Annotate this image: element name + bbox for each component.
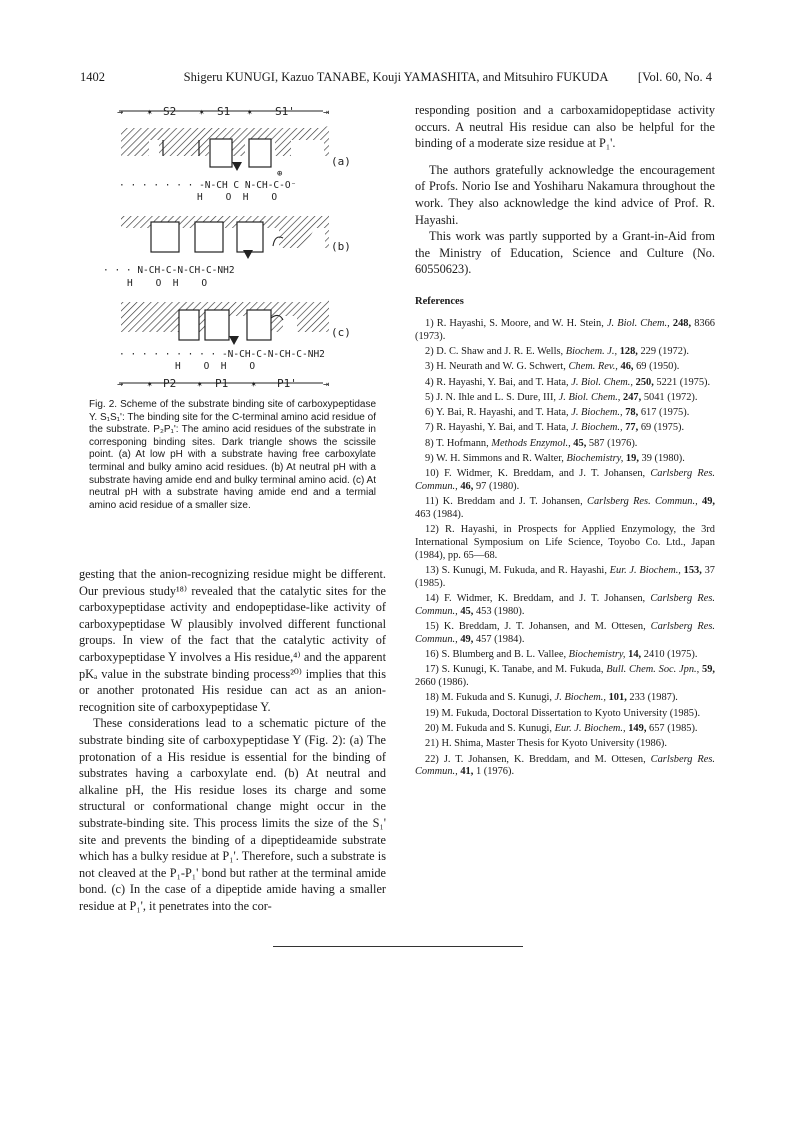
reference-journal: J. Biochem.,: [571, 422, 623, 434]
reference-item: [415, 649, 715, 662]
page-number: 1402: [80, 70, 105, 84]
reference-authors: M. Fukuda and S. Kunugi,: [441, 692, 553, 704]
svg-text:⇥: ⇥: [323, 107, 330, 118]
reference-number: 11): [425, 496, 439, 508]
reference-journal: Carlsberg Res. Commun.,: [415, 593, 715, 617]
reference-number: 12): [425, 524, 439, 536]
panel-b-label: (b): [331, 240, 351, 253]
reference-authors: H. Neurath and W. G. Schwert,: [436, 361, 566, 373]
reference-authors: M. Fukuda and S. Kunugi,: [441, 722, 553, 734]
reference-journal: J. Biochem.,: [554, 692, 606, 704]
site-labels-top: [117, 105, 329, 118]
reference-journal: Carlsberg Res. Commun.,: [415, 468, 715, 493]
svg-text:✶: ✶: [251, 380, 257, 390]
panel-b-chain: · · · N-CH-C-N-CH-C-NH2: [103, 265, 235, 276]
reference-item: [415, 496, 715, 521]
panel-c-sub: H O H O: [175, 361, 256, 372]
reference-number: 13): [425, 565, 439, 577]
reference-authors: H. Shima, Master Thesis for Kyoto University (1986).: [441, 738, 667, 750]
paragraph: responding position and a carboxamidopeptidase activity occurs. A neutral His residue can also be helpful for the binding of a moderate size residue at P₁'.: [415, 103, 715, 151]
reference-volume: 19,: [625, 453, 639, 465]
reference-item: [415, 524, 715, 562]
reference-number: 5): [425, 391, 434, 403]
label-S1: S1: [217, 105, 231, 118]
reference-authors: K. Breddam and J. T. Johansen,: [442, 496, 583, 508]
reference-authors: K. Breddam, J. T. Johansen, and M. Ottesen,: [443, 621, 646, 633]
caption-label: Fig. 2.: [89, 399, 118, 410]
reference-volume: 45,: [460, 605, 474, 617]
reference-volume: 41,: [460, 766, 474, 778]
reference-authors: J. N. Ihle and L. S. Dure, III,: [436, 391, 557, 403]
reference-authors: R. Hayashi, in Prospects for Applied Enzymology, the 3rd International Symposium on Life Science, Toyobo Co. Ltd., Japan (1984), pp. 65—68.: [415, 524, 715, 561]
reference-volume: 14,: [628, 649, 642, 661]
reference-pages: 5221 (1975).: [656, 376, 711, 388]
reference-number: 1): [425, 318, 434, 329]
svg-text:→: →: [117, 379, 124, 390]
reference-volume: 248,: [672, 318, 692, 329]
reference-number: 4): [425, 376, 434, 388]
caption-text: Scheme of the substrate binding site of carboxypeptidase Y. S₁S₁': The binding site for the C-terminal amino acid residue of the substrate. P₂P₁': The amino acid residues of the substrate in corresponing binding sites. Dark triangle shows the scissile point. (a) At low pH with a substrate having free carboxylate terminal and bulky amino acid residues. (b) At neutral pH with a substrate having amide end and bulky terminal amino acid. (c) At neutral pH with a substrate having amide end and a termial amino acid residue of a smaller size.: [89, 399, 376, 511]
reference-pages: 453 (1980).: [475, 605, 525, 617]
reference-pages: 5041 (1972).: [643, 391, 698, 403]
reference-journal: Carlsberg Res. Commun.,: [415, 621, 715, 645]
figure-2-scheme: [79, 98, 389, 398]
reference-item: [415, 453, 715, 466]
reference-pages: 37 (1985).: [415, 565, 715, 589]
label-S1-prime: S1': [275, 105, 295, 118]
label-P2: P2: [163, 377, 177, 390]
reference-journal: Biochemistry,: [568, 649, 626, 661]
reference-item: [415, 593, 715, 618]
reference-item: [415, 708, 715, 721]
reference-pages: 69 (1950).: [636, 361, 680, 373]
reference-pages: 1 (1976).: [475, 766, 515, 778]
panel-c: [119, 300, 351, 372]
panel-c-label: (c): [331, 326, 351, 339]
reference-authors: Y. Bai, R. Hayashi, and T. Hata,: [435, 407, 569, 419]
reference-pages: 97 (1980).: [475, 481, 520, 493]
reference-number: 6): [425, 407, 434, 419]
reference-authors: D. C. Shaw and J. R. E. Wells,: [436, 346, 564, 357]
reference-journal: J. Biol. Chem.,: [606, 318, 670, 329]
references-heading: References: [415, 296, 464, 307]
reference-volume: 49,: [702, 496, 715, 508]
reference-number: 9): [425, 453, 434, 465]
right-column: [415, 102, 715, 278]
reference-journal: J. Biol. Chem.,: [571, 376, 634, 388]
reference-pages: 2660 (1986).: [415, 677, 469, 689]
figure-caption: [89, 399, 376, 512]
reference-number: 7): [425, 422, 434, 434]
running-title: Shigeru KUNUGI, Kazuo TANABE, Kouji YAMASHITA, and Mitsuhiro FUKUDA: [183, 70, 609, 84]
reference-volume: 153,: [683, 565, 702, 577]
reference-pages: 463 (1984).: [415, 509, 464, 521]
reference-authors: M. Fukuda, Doctoral Dissertation to Kyoto University (1985).: [441, 707, 701, 719]
reference-pages: 233 (1987).: [629, 692, 678, 704]
reference-item: [415, 565, 715, 590]
reference-journal: Carlsberg Res. Commun.,: [415, 753, 715, 778]
acknowledgment: The authors gratefully acknowledge the encouragement of Profs. Norio Ise and Yoshiharu Nakamura throughout the work. They also acknowledge the kind advice of Prof. R. Hayashi.: [415, 162, 715, 227]
reference-number: 15): [425, 621, 439, 633]
reference-item: [415, 621, 715, 646]
reference-volume: 49,: [460, 633, 474, 645]
reference-item: [415, 377, 715, 390]
svg-text:✶: ✶: [197, 380, 203, 390]
panel-a-sub: H O H O: [197, 192, 278, 203]
reference-item: [415, 407, 715, 420]
reference-item: [415, 361, 715, 374]
reference-pages: 8366 (1973).: [415, 318, 715, 342]
reference-volume: 250,: [635, 376, 654, 388]
reference-number: 16): [425, 649, 439, 661]
reference-item: [415, 738, 715, 751]
paragraph: These considerations lead to a schematic picture of the substrate binding site of carboxypeptidase Y (Fig. 2): (a) The protonation of a His residue is essential for the binding of substrates having a carboxylate end. (b) At neutral and alkaline pH, the His residue loses its charge and some structural or conformational change might occur in the substrate-binding site. This process limits the size of the S₁' site and prevents the binding of a dipeptideamide substrate which has a bulky residue at P₁'. Therefore, such a substrate is not cleaved at the P₁-P₁' bond but rather at the terminal amide bond. (c) In the case of a dipeptide amide having a smaller residue at P₁', it penetrates into the cor-: [79, 716, 386, 913]
reference-item: [415, 692, 715, 705]
reference-journal: Methods Enzymol.,: [491, 437, 571, 449]
reference-volume: 101,: [608, 692, 627, 704]
reference-pages: 69 (1975).: [640, 422, 685, 434]
reference-journal: Bull. Chem. Soc. Jpn.,: [606, 664, 700, 676]
reference-authors: J. T. Johansen, K. Breddam, and M. Ottesen,: [443, 753, 646, 765]
reference-volume: 46,: [460, 481, 474, 493]
label-P1: P1: [215, 377, 229, 390]
reference-authors: F. Widmer, K. Breddam, and J. T. Johansen,: [444, 593, 646, 605]
reference-journal: Eur. J. Biochem.,: [609, 565, 681, 577]
charge-icon: ⊕: [277, 169, 283, 179]
volume-info: [Vol. 60, No. 4: [637, 70, 712, 84]
reference-pages: 657 (1985).: [649, 722, 698, 734]
svg-text:⇥: ⇥: [323, 379, 330, 390]
reference-item: [415, 346, 715, 359]
reference-journal: J. Biochem.,: [571, 407, 623, 419]
reference-journal: Biochemistry,: [566, 453, 624, 465]
reference-item: [415, 438, 715, 451]
reference-volume: 59,: [702, 664, 716, 676]
reference-journal: Eur. J. Biochem.,: [554, 722, 626, 734]
svg-text:→: →: [117, 107, 124, 118]
reference-volume: 247,: [623, 391, 642, 403]
reference-journal: J. Biol. Chem.,: [558, 391, 621, 403]
reference-volume: 46,: [620, 361, 634, 373]
reference-number: 8): [425, 437, 434, 449]
svg-text:✶: ✶: [199, 108, 205, 118]
reference-number: 10): [425, 468, 439, 480]
reference-volume: 149,: [628, 722, 647, 734]
reference-item: [415, 422, 715, 435]
reference-number: 2): [425, 346, 434, 357]
reference-item: [415, 664, 715, 689]
reference-pages: 587 (1976).: [588, 437, 638, 449]
panel-c-chain: · · · · · · · · · -N-CH-C-N-CH-C-NH2: [119, 349, 325, 360]
reference-pages: 229 (1972).: [640, 346, 689, 357]
reference-number: 21): [425, 738, 439, 750]
reference-pages: 39 (1980).: [641, 453, 685, 465]
label-P1-prime: P1': [277, 377, 297, 390]
reference-item: [415, 468, 715, 493]
reference-journal: Biochem. J.,: [565, 346, 618, 357]
panel-a: [119, 126, 351, 203]
residue-labels-bottom: [117, 377, 329, 390]
reference-item: [415, 723, 715, 736]
reference-number: 18): [425, 692, 439, 704]
reference-volume: 128,: [619, 346, 638, 357]
reference-pages: 457 (1984).: [475, 633, 525, 645]
reference-authors: S. Blumberg and B. L. Vallee,: [441, 649, 567, 661]
panel-a-chain: · · · · · · · -N-CH C N-CH-C-O⁻: [119, 180, 297, 191]
reference-number: 22): [425, 753, 439, 765]
reference-number: 14): [425, 593, 439, 605]
paragraph: gesting that the anion-recognizing residue might be different. Our previous study¹⁸⁾ revealed that the catalytic sites for the carboxypeptidase activity and endopeptidase-like activity of carboxypeptidase W plausibly involved different functional groups. In view of the fact that the catalytic activity of carboxypeptidase Y involves a His residue,⁴⁾ and the apparent pKₐ value in the substrate binding process²⁰⁾ implies that this or another protonated His residue can act as an anion-recognition site of carboxypeptidase Y.: [79, 567, 386, 714]
panel-a-label: (a): [331, 155, 351, 168]
reference-number: 20): [425, 722, 439, 734]
reference-authors: R. Hayashi, S. Moore, and W. H. Stein,: [436, 318, 604, 329]
left-column: [79, 566, 386, 914]
reference-volume: 78,: [625, 407, 639, 419]
reference-number: 17): [425, 664, 439, 676]
reference-journal: Chem. Rev.,: [568, 361, 618, 373]
reference-item: [415, 754, 715, 779]
reference-authors: F. Widmer, K. Breddam, and J. T. Johansen,: [444, 468, 646, 480]
reference-authors: W. H. Simmons and R. Walter,: [436, 453, 564, 465]
label-S2: S2: [163, 105, 177, 118]
reference-authors: S. Kunugi, M. Fukuda, and R. Hayashi,: [441, 565, 607, 577]
reference-authors: S. Kunugi, K. Tanabe, and M. Fukuda,: [441, 664, 604, 676]
svg-text:✶: ✶: [147, 380, 153, 390]
reference-pages: 2410 (1975).: [643, 649, 698, 661]
svg-text:✶: ✶: [247, 108, 253, 118]
reference-number: 3): [425, 361, 434, 373]
reference-item: [415, 392, 715, 405]
reference-authors: R. Hayashi, Y. Bai, and T. Hata,: [436, 422, 569, 434]
panel-b-sub: H O H O: [127, 278, 208, 289]
references-list: [415, 318, 715, 782]
reference-volume: 77,: [625, 422, 639, 434]
reference-journal: Carlsberg Res. Commun.,: [587, 496, 698, 508]
funding-note: This work was partly supported by a Grant-in-Aid from the Ministry of Education, Science and Culture (No. 60550623).: [415, 229, 715, 277]
reference-item: [415, 318, 715, 343]
reference-volume: 45,: [573, 437, 587, 449]
running-header: [80, 70, 712, 88]
reference-authors: T. Hofmann,: [436, 437, 489, 449]
svg-text:✶: ✶: [147, 108, 153, 118]
footer-rule: [273, 946, 523, 947]
reference-number: 19): [425, 707, 439, 719]
reference-authors: R. Hayashi, Y. Bai, and T. Hata,: [436, 376, 569, 388]
reference-pages: 617 (1975).: [640, 407, 690, 419]
panel-b: [103, 214, 351, 289]
